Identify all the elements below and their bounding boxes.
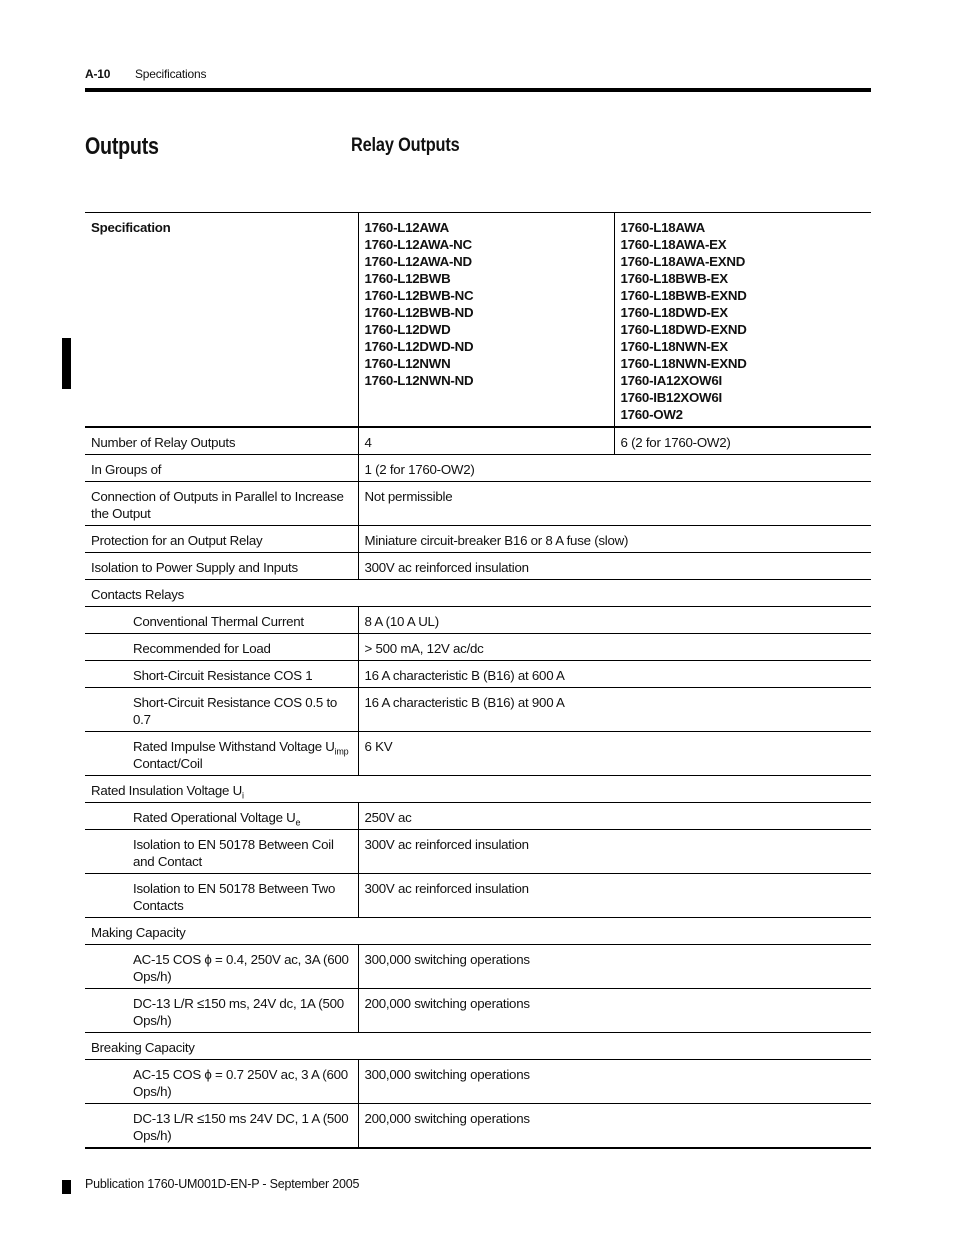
spec-value: 6 KV	[358, 732, 871, 776]
model-name: 1760-L12NWN	[364, 356, 451, 371]
spec-value: 250V ac	[358, 803, 871, 830]
model-name: 1760-L18BWB-EX	[620, 271, 728, 286]
spec-value: 300,000 switching operations	[358, 945, 871, 989]
model-name: 1760-L18AWA-EX	[620, 237, 727, 252]
section-label: Contacts Relays	[85, 580, 871, 607]
spec-label: Protection for an Output Relay	[85, 526, 358, 553]
spec-label: Isolation to EN 50178 Between Coil and Contact	[85, 830, 358, 874]
table-row	[85, 607, 871, 634]
table-row	[85, 526, 871, 553]
table-row	[85, 661, 871, 688]
section-label: Making Capacity	[85, 918, 871, 945]
table-row	[85, 874, 871, 918]
model-name: 1760-L12BWB	[364, 271, 451, 286]
spec-label: DC-13 L/R ≤150 ms, 24V dc, 1A (500 Ops/h)	[85, 989, 358, 1033]
table-row	[85, 482, 871, 526]
spec-label: In Groups of	[85, 455, 358, 482]
spec-label: Rated Operational Voltage $U_e$	[85, 803, 358, 830]
spec-label: Short-Circuit Resistance COS 0.5 to 0.7	[85, 688, 358, 732]
l12-models-header	[358, 213, 614, 428]
model-name: 1760-L12DWD	[364, 322, 451, 337]
model-name: 1760-L18AWA-EXND	[620, 254, 746, 269]
spec-label: Rated Impulse Withstand Voltage $U_{imp}$ Contact/Coil	[85, 732, 358, 776]
model-name: 1760-L12BWB-ND	[364, 305, 474, 320]
table-row	[85, 989, 871, 1033]
spec-label: Isolation to Power Supply and Inputs	[85, 553, 358, 580]
model-name: 1760-L18BWB-EXND	[620, 288, 747, 303]
publication-footer: Publication 1760-UM001D-EN-P - September 2005	[85, 1177, 360, 1191]
section-label: Rated Insulation Voltage $U_i$	[85, 776, 871, 803]
model-name: 1760-L12BWB-NC	[364, 288, 474, 303]
table-row	[85, 1060, 871, 1104]
spec-value: 4	[358, 427, 614, 455]
spec-value: 200,000 switching operations	[358, 989, 871, 1033]
spec-label: Short-Circuit Resistance COS 1	[85, 661, 358, 688]
spec-label: Number of Relay Outputs	[85, 427, 358, 455]
spec-label: DC-13 L/R ≤150 ms 24V DC, 1 A (500 Ops/h)	[85, 1104, 358, 1149]
section-row	[85, 1033, 871, 1060]
model-name: 1760-L18DWD-EXND	[620, 322, 747, 337]
outputs-heading: Outputs	[85, 133, 159, 160]
model-name: 1760-OW2	[620, 407, 683, 422]
spec-value: 16 A characteristic B (B16) at 900 A	[358, 688, 871, 732]
spec-header: Specification	[85, 213, 358, 428]
table-row	[85, 830, 871, 874]
section-label: Breaking Capacity	[85, 1033, 871, 1060]
spec-value: 300V ac reinforced insulation	[358, 553, 871, 580]
section-title: Specifications	[135, 67, 207, 81]
table-row	[85, 945, 871, 989]
spec-label: Connection of Outputs in Parallel to Increase the Output	[85, 482, 358, 526]
section-row	[85, 918, 871, 945]
relay-outputs-table	[85, 212, 871, 1149]
table-row	[85, 634, 871, 661]
spec-value: > 500 mA, 12V ac/dc	[358, 634, 871, 661]
spec-value: 8 A (10 A UL)	[358, 607, 871, 634]
spec-value: Miniature circuit-breaker B16 or 8 A fuse (slow)	[358, 526, 871, 553]
model-name: 1760-L12AWA-ND	[364, 254, 472, 269]
model-name: 1760-L12NWN-ND	[364, 373, 474, 388]
model-name: 1760-L12AWA-NC	[364, 237, 472, 252]
spec-value: 1 (2 for 1760-OW2)	[358, 455, 871, 482]
model-name: 1760-L12AWA	[364, 220, 449, 235]
spec-value: 6 (2 for 1760-OW2)	[614, 427, 871, 455]
table-row	[85, 455, 871, 482]
table-row	[85, 688, 871, 732]
table-row	[85, 1104, 871, 1149]
page-number: A-10	[85, 67, 111, 81]
spec-label: Recommended for Load	[85, 634, 358, 661]
spec-value: 16 A characteristic B (B16) at 600 A	[358, 661, 871, 688]
model-name: 1760-IB12XOW6I	[620, 390, 722, 405]
spec-label: Isolation to EN 50178 Between Two Contacts	[85, 874, 358, 918]
spec-label: Conventional Thermal Current	[85, 607, 358, 634]
spec-value: 300V ac reinforced insulation	[358, 830, 871, 874]
spec-label: AC-15 COS ϕ = 0.7 250V ac, 3 A (600 Ops/h)	[85, 1060, 358, 1104]
table-row	[85, 732, 871, 776]
model-name: 1760-L18NWN-EX	[620, 339, 728, 354]
header-rule	[85, 88, 871, 92]
change-bar	[62, 338, 71, 389]
spec-value: Not permissible	[358, 482, 871, 526]
spec-value: 300,000 switching operations	[358, 1060, 871, 1104]
table-row	[85, 427, 871, 455]
relay-outputs-heading: Relay Outputs	[351, 135, 460, 156]
spec-value: 200,000 switching operations	[358, 1104, 871, 1149]
model-name: 1760-L18AWA	[620, 220, 705, 235]
model-name: 1760-L18DWD-EX	[620, 305, 728, 320]
table-row	[85, 803, 871, 830]
l18-models-header	[614, 213, 871, 428]
spec-label: AC-15 COS ϕ = 0.4, 250V ac, 3A (600 Ops/h)	[85, 945, 358, 989]
model-name: 1760-IA12XOW6I	[620, 373, 722, 388]
footer-marker	[62, 1180, 71, 1194]
section-row	[85, 580, 871, 607]
model-name: 1760-L18NWN-EXND	[620, 356, 747, 371]
section-row	[85, 776, 871, 803]
spec-value: 300V ac reinforced insulation	[358, 874, 871, 918]
table-row	[85, 553, 871, 580]
model-name: 1760-L12DWD-ND	[364, 339, 474, 354]
table-header-row	[85, 213, 871, 428]
